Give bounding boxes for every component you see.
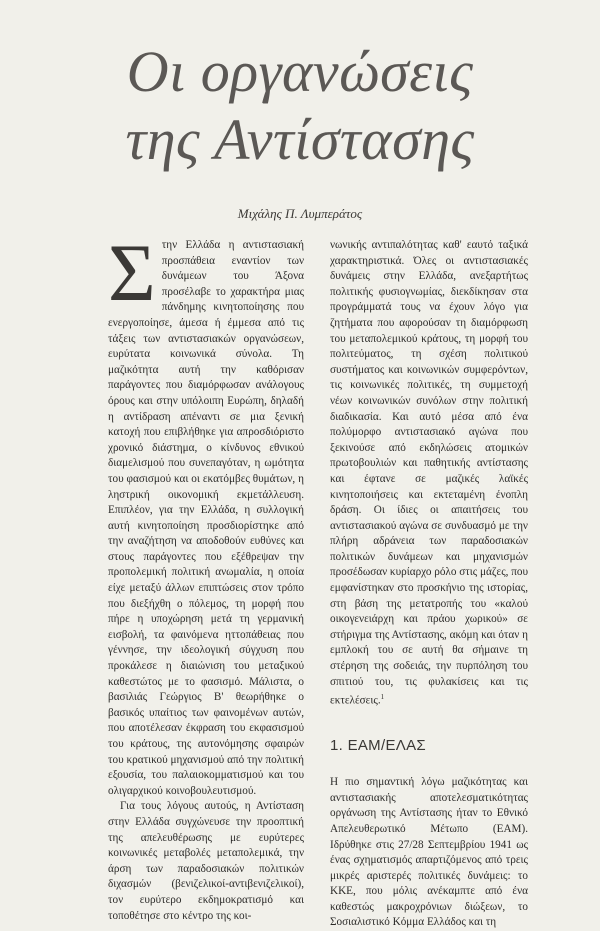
paragraph-eam: Η πιο σημαντική λόγω μαζικότητας και αντιστασιακής αποτελεσματικότητας οργάνωση της Αντίστασης ήταν το Εθνικό Απελευθερωτικό Μέτωπο (ΕΑΜ). Ιδρύθηκε στις 27/28 Σεπτεμβρίου 1941 ως ένας σχηματισμός απαρτιζόμενος από τρεις μικρές αριστερές πολιτικές δυνάμεις: το ΚΚΕ, που μόλις ανέκαμπτε από ένα καθεστώς μακροχρόνιων διώξεων, το Σοσιαλιστικό Κόμμα Ελλάδος και τη <box>330 776 528 929</box>
paragraph-intro: την Ελλάδα η αντιστασιακή προσπάθεια εναντίον των δυνάμεων του Άξονα προσέλαβε το χαρακτήρα μιας πάνδημης κινητοποίησης που ενεργοποίησε, άμεσα ή έμμεσα από τις τάξεις των αντιστασιακών οργανώσεων, ευρύτατα κοινωνικά σύνολα. Τη μαζικότητα αυτή την καθόρισαν παράγοντες που διαμόρφωσαν ανάλογους όρους και στην υπόλοιπη Ευρώπη, δηλαδή η αντίδραση απέναντι σε μια ξενική κατοχή που επιβλήθηκε για απροσδιόριστο χρονικό διάστημα, ο κίνδυνος εθνικού διαμελισμού που συνεπαγόταν, η ωμότητα του φασισμού και οι εκατόμβες θυμάτων, η ληστρική οικονομική εκμετάλλευση. Επιπλέον, για την Ελλάδα, η συλλογική αυτή κινητοποίηση προσδιορίστηκε από την αναζήτηση να αποδοθούν ευθύνες και στους παράγοντες που εξέθρεψαν την προπολεμική πολιτική ανωμαλία, η οποία είχε μεταξύ άλλων επιπτώσεις στον τρόπο που διεξήχθη ο πόλεμος, τη μορφή που πήρε η υποχώρηση μετά τη γερμανική εισβολή, τα φαινόμενα ηττοπάθειας που γέννησε, την ιδεολογική σύγχυση που προκάλεσε η διαιώνιση του μεταξικού καθεστώτος με το φασισμό. Μάλιστα, ο βασιλιάς Γεώργιος Β' θεωρήθηκε ο βασικός υπαίτιος των φαινομένων αυτών, που αποτέλεσαν έκφραση του εκφασισμού του κράτους, της αυτονόμησης σφαιρών του κρατικού μηχανισμού από την πολιτική εξουσία, του παλαιοκομματισμού και του ολιγαρχικού κοινοβουλευτισμού. <box>108 239 304 797</box>
article-title-line-1: Οι οργανώσεις <box>126 39 474 104</box>
article-title-line-2: της Αντίστασης <box>125 107 475 172</box>
section-heading: 1. ΕΑΜ/ΕΛΑΣ <box>330 736 426 754</box>
drop-cap: Σ <box>108 227 156 318</box>
left-column <box>108 227 304 924</box>
footnote-marker: 1 <box>380 693 385 702</box>
paragraph-continuation <box>330 238 528 710</box>
author-name: Μιχάλης Π. Λυμπεράτος <box>237 206 363 221</box>
paragraph-reasons: Για τους λόγους αυτούς, η Αντίσταση στην Ελλάδα συγχώνευσε την προοπτική της απελευθέρωσης με ευρύτερες κοινωνικές μεταβολές μεταπολεμικά, την άρση των παραδοσιακών πολιτικών διχασμών (βενιζελικοί-αντιβενιζελικοί), τον ευρύτερο εκδημοκρατισμό και τοποθέτησε στο κέντρο της κοι- <box>108 800 304 922</box>
right-column <box>330 238 528 931</box>
paragraph-continuation-text: νωνικής αντιπαλότητας καθ' εαυτό ταξικά χαρακτηριστικά. Όλες οι αντιστασιακές δυνάμεις στην Ελλάδα, ανεξαρτήτως πολιτικής φυσιογνωμίας, διεκδίκησαν στα προγράμματά τους να έχουν λόγο για ζητήματα που αφορούσαν τη διαμόρφωση του μεταπολεμικού κράτους, τη μορφή του πολιτεύματος, τη σχέση πολιτικού συστήματος και κοινωνικών συμφερόντων, τις κοινωνικές πολιτικές, τη συμμετοχή νέων κοινωνικών συνόλων στην πολιτική διαδικασία. Και αυτό μέσα από ένα πολύμορφο αντιστασιακό αγώνα που ξεκινούσε από εκδηλώσεις ατομικών πρωτοβουλιών και παθητικής αντίστασης και έφτανε σε μαζικές λαϊκές κινητοποιήσεις και εκτεταμένη ένοπλη δράση. Οι ίδιες οι απαιτήσεις του αντιστασιακού αγώνα σε συνδυασμό με την πλήρη αδράνεια των παραδοσιακών πολιτικών δυνάμεων και μηχανισμών προσέδωσαν κυρίαρχο ρόλο στις μάζες, που εμφανίστηκαν στο προσκήνιο της ιστορίας, στη βάση της μετατροπής του «καλού οικογενειάρχη και πράου χωρικού» σε στήριγμα της Αντίστασης, ακόμη και όταν η εμπλοκή του σε αυτή θα σήμαινε τη στέρηση της σοδειάς, την πυρπόληση του σπιτιού του, τις φυλακίσεις και τις εκτελέσεις. <box>330 239 529 707</box>
